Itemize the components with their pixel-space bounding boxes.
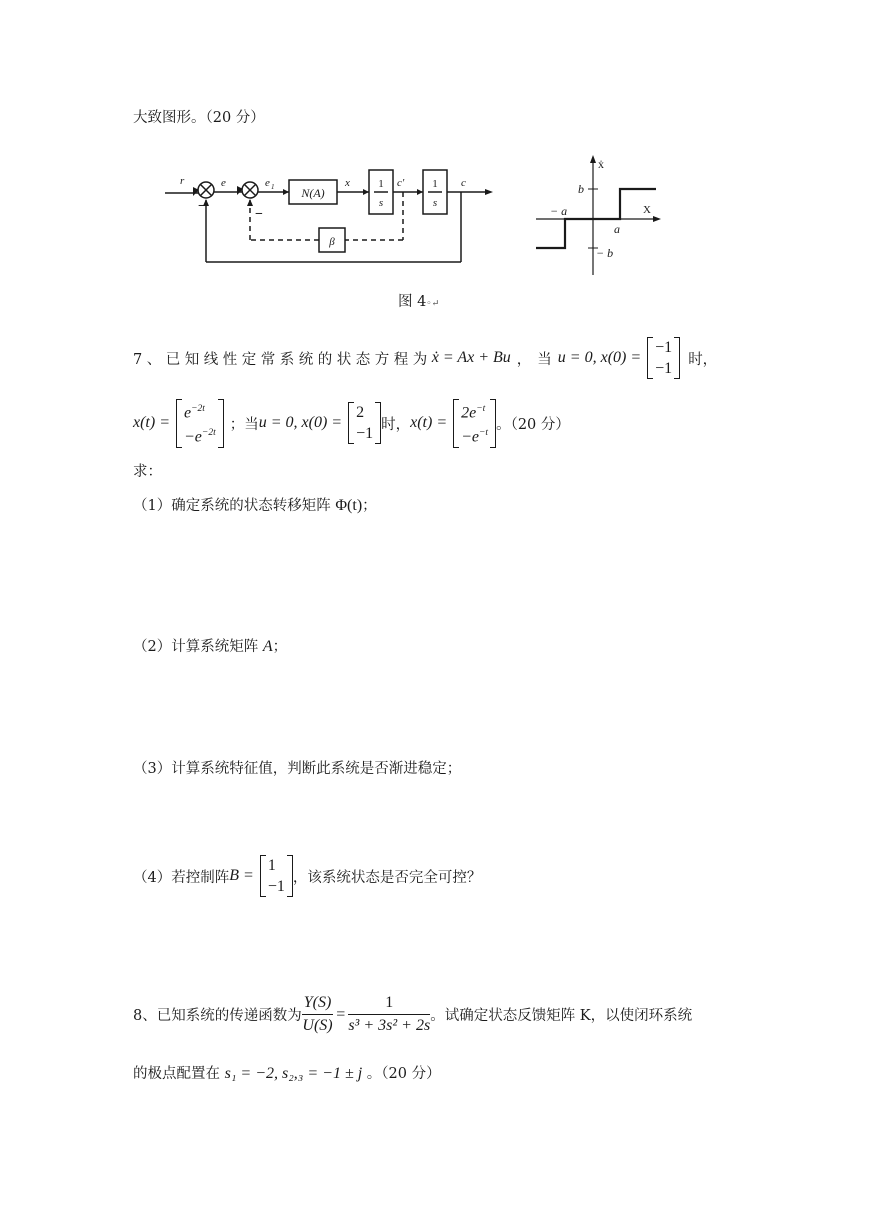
q7-score: 。（20 分） <box>496 416 570 433</box>
q7-shi2: 时， <box>381 416 411 433</box>
intro-line: 大致图形。（20 分） <box>133 110 265 126</box>
q8-poles: s₁ = −2, s₂,₃ = −1 ± j <box>224 1065 363 1082</box>
q7-part1-math: Φ(t) <box>335 497 363 514</box>
integrator-1-den: s <box>378 197 384 209</box>
beta-label: β <box>329 236 335 248</box>
minus-sign-2: − <box>255 207 263 222</box>
q7-condition2: u = 0, x(0) = <box>258 414 343 432</box>
q7-matrix-xt-1: $e^{-2t}$ $-e^{-2t}$ <box>176 399 224 448</box>
a-label: a <box>614 222 620 236</box>
q7-part2-text: （2）计算系统矩阵 <box>133 639 259 655</box>
signal-e1-sub: 1 <box>271 183 275 191</box>
q8-tail: 。试确定状态反馈矩阵 K，以使闭环系统 <box>430 1008 693 1024</box>
q7-part4-math: B = <box>229 867 254 884</box>
integrator-1-num: 1 <box>378 178 384 190</box>
q7-line2 <box>133 399 570 448</box>
q7-matrix-x0-2: 2 −1 <box>348 402 381 444</box>
relay-characteristic-plot <box>528 150 668 280</box>
neg-a-label: − a <box>550 204 568 218</box>
q7-shi: 时， <box>688 351 718 368</box>
figure-caption <box>398 290 439 311</box>
signal-x: x <box>345 177 350 189</box>
b-label: b <box>578 182 584 196</box>
q7-matrix-xt-2: $2e^{-t}$ $-e^{-t}$ <box>453 399 496 448</box>
signal-e: e <box>221 177 226 189</box>
q7-part4-end: ，该系统状态是否完全可控？ <box>292 869 482 886</box>
xdot-axis-label: ẋ <box>598 157 604 171</box>
q7-lead: 7、已知线性定常系统的状态方程为 <box>133 351 432 368</box>
x-axis-label: X <box>643 204 651 216</box>
integrator-2-den: s <box>432 197 438 209</box>
q7-when: 当 <box>537 351 552 368</box>
signal-r: r <box>180 175 185 187</box>
q7-xt-2: x(t) = <box>410 414 448 432</box>
q7-comma: ， <box>516 351 532 368</box>
q8-line1: 8、已知系统的传递函数为 $\frac{Y(S)}{U(S)}$ = $\frac{1}{\text{s³ + 3s² + 2s}}$ 。试确定状态反馈矩阵 K，以使闭环系统 <box>133 994 693 1034</box>
integrator-2-num: 1 <box>432 178 438 190</box>
q7-state-equation: ẋ = Ax + Bu <box>431 349 511 366</box>
q7-ask: 求： <box>133 464 162 480</box>
q7-part1-text: （1）确定系统的状态转移矩阵 <box>133 498 331 514</box>
nonlinear-label: N(A) <box>301 186 325 200</box>
q8-transfer-fraction: $\frac{Y(S)}{U(S)}$ <box>302 994 333 1034</box>
signal-e1: e <box>265 177 270 189</box>
q7-matrix-x0-1: −1 −1 <box>647 337 680 379</box>
caption-mark: ◦↵ <box>426 299 440 309</box>
q7-part4-text: （4）若控制阵 <box>133 869 230 886</box>
minus-sign-1: − <box>198 199 206 214</box>
figure-caption-text: 图 4 <box>398 294 427 310</box>
q7-part1: （1）确定系统的状态转移矩阵 Φ(t)； <box>133 497 377 514</box>
neg-b-label: − b <box>596 246 614 260</box>
q7-matrix-b: 1 −1 <box>260 855 293 897</box>
q7-xt-1: x(t) = <box>133 414 170 432</box>
q7-semi: ；当 <box>229 416 259 433</box>
block-diagram <box>165 152 505 270</box>
q8-lead: 8、已知系统的传递函数为 <box>133 1008 302 1024</box>
q7-part2-math: A <box>262 638 273 655</box>
signal-c-prime: c' <box>397 177 405 189</box>
q7-part3: （3）计算系统特征值，判断此系统是否渐进稳定； <box>133 761 462 777</box>
q7-part4 <box>133 855 481 897</box>
q8-line2: 的极点配置在 s₁ = −2, s₂,₃ = −1 ± j 。（20 分） <box>133 1065 441 1082</box>
q8-rhs-fraction: $\frac{1}{\text{s³ + 3s² + 2s}}$ <box>348 994 431 1034</box>
q7-condition1: u = 0, x(0) = <box>557 349 642 366</box>
signal-c: c <box>461 177 466 189</box>
q7-part2: （2）计算系统矩阵 A； <box>133 638 288 655</box>
q7-line1 <box>133 337 717 379</box>
